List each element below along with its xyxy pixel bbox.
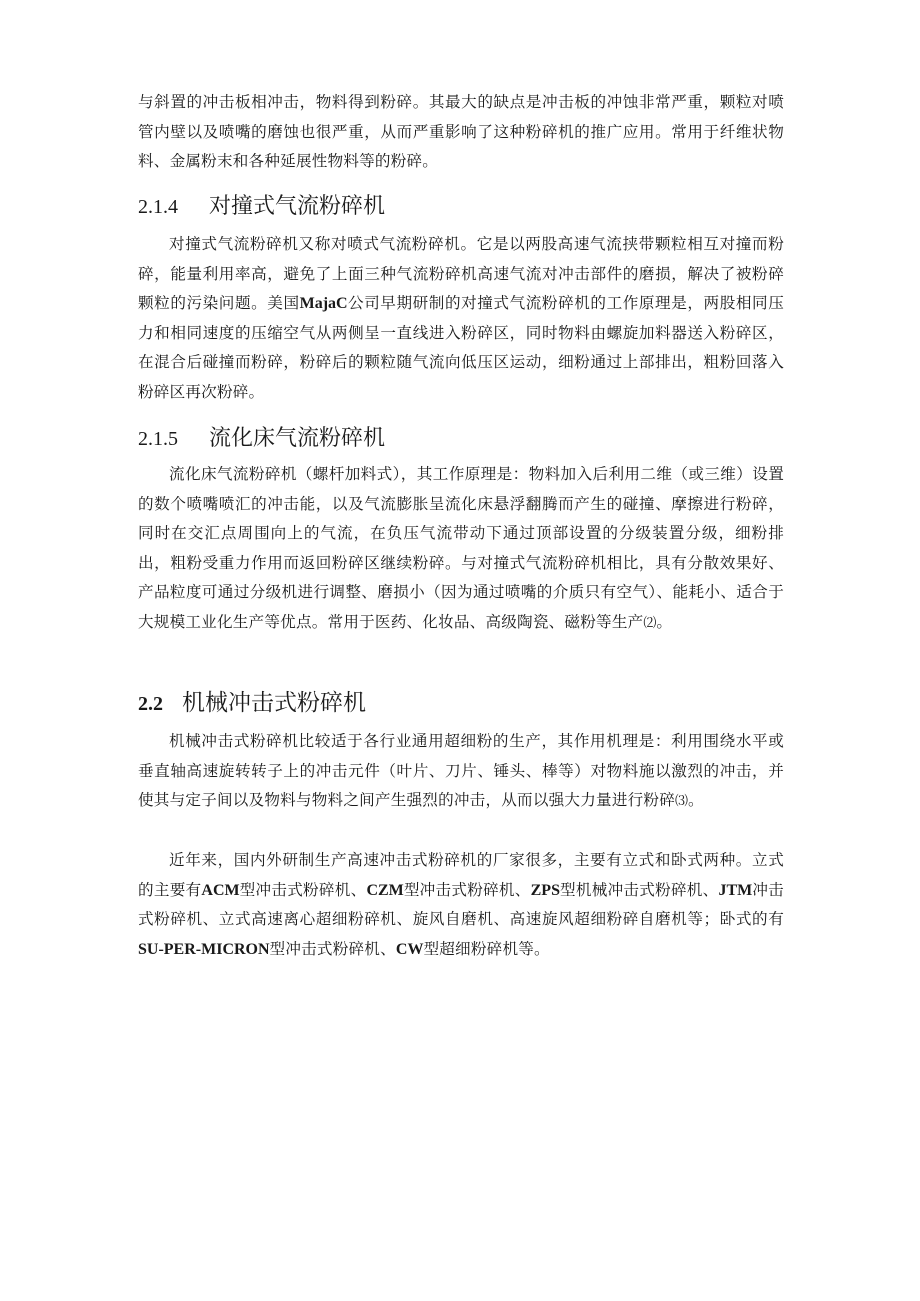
model-name: JTM xyxy=(718,881,753,899)
paragraph-end: 。 xyxy=(688,791,704,809)
model-name: ACM xyxy=(201,881,240,899)
citation-ref: ⑵ xyxy=(643,614,657,630)
paragraph-text: 型冲击式粉碎机、 xyxy=(239,880,367,899)
section-title: 对撞式气流粉碎机 xyxy=(209,194,386,219)
section-heading-2-1-4 xyxy=(138,192,385,222)
citation-ref: ⑶ xyxy=(675,793,689,808)
paragraph-text: 对撞式气流粉碎机又称对喷式气流粉碎机。它是以两股高速气流挟带颗粒相互对撞而粉碎，能量利用率高，避免了上面三种气流粉碎机高速气流对冲击部件的磨损，解决了被粉碎颗粒的污染问题。美国 xyxy=(138,235,784,312)
paragraph-text: 型机械冲击式粉碎机、 xyxy=(559,880,719,899)
intro-paragraph: 与斜置的冲击板相冲击，物料得到粉碎。其最大的缺点是冲击板的冲蚀非常严重，颗粒对喷管内壁以及喷嘴的磨蚀也很严重，从而严重影响了这种粉碎机的推广应用。常用于纤维状物料、金属粉末和各种延展性物料等的粉碎。 xyxy=(138,93,784,170)
paragraph-text: 冲击式粉碎机、立式高速离心超细粉碎机、旋风自磨机、高速旋风超细粉碎自磨机等；卧式的有 xyxy=(138,880,784,928)
paragraph-text: 流化床气流粉碎机（螺杆加料式），其工作原理是：物料加入后利用二维（或三维）设置的数个喷嘴喷汇的冲击能，以及气流膨胀呈流化床悬浮翻腾而产生的碰撞、摩擦进行粉碎，同时在交汇点周围向上的气流，在负压气流带动下通过顶部设置的分级装置分级，细粉排出，粗粉受重力作用而返回粉碎区继续粉碎。与对撞式气流粉碎机相比，具有分散效果好、产品粒度可通过分级机进行调整、磨损小（因为通过喷嘴的介质只有空气）、能耗小、适合于大规模工业化生产等优点。常用于医药、化妆品、高级陶瓷、磁粉等生产 xyxy=(138,465,784,631)
section-number: 2.1.5 xyxy=(138,428,178,450)
model-name: CZM xyxy=(366,881,404,899)
section-2-2-paragraph-2 xyxy=(138,846,784,964)
paragraph-text: 公司早期研制的对撞式气流粉碎机的工作原理是，两股相同压力和相同速度的压缩空气从两侧呈一直线进入粉碎区，同时物料由螺旋加料器送入粉碎区，在混合后碰撞而粉碎，粉碎后的颗粒随气流向低压区运动，细粉通过上部排出，粗粉回落入粉碎区再次粉碎。 xyxy=(138,294,784,401)
section-number: 2.2 xyxy=(138,693,163,715)
paragraph-end: 。 xyxy=(656,612,673,631)
model-name: SU-PER-MICRON xyxy=(138,940,270,958)
model-name: ZPS xyxy=(530,881,560,899)
paragraph-text: 机械冲击式粉碎机比较适于各行业通用超细粉的生产，其作用机理是：利用围绕水平或垂直轴高速旋转转子上的冲击元件（叶片、刀片、锤头、棒等）对物料施以激烈的冲击，并使其与定子间以及物料与物料之间产生强烈的冲击，从而以强大力量进行粉碎 xyxy=(138,732,784,809)
model-name: CW xyxy=(395,940,424,958)
section-heading-2-1-5 xyxy=(138,424,385,454)
section-title: 机械冲击式粉碎机 xyxy=(182,690,366,716)
section-title: 流化床气流粉碎机 xyxy=(209,426,386,451)
section-number: 2.1.4 xyxy=(138,196,178,218)
paragraph-text: 近年来，国内外研制生产高速冲击式粉碎机的厂家很多，主要有立式和卧式两种。立式的主要有 xyxy=(138,851,784,899)
section-heading-2-2 xyxy=(138,688,366,719)
brand-name: MajaC xyxy=(299,295,348,312)
section-2-1-5-paragraph xyxy=(138,460,784,637)
paragraph-text: 型超细粉碎机等。 xyxy=(423,939,550,958)
section-2-1-4-paragraph xyxy=(138,230,784,407)
section-2-2-paragraph-1 xyxy=(138,727,784,816)
paragraph-text: 型冲击式粉碎机、 xyxy=(403,880,531,899)
paragraph-text: 型冲击式粉碎机、 xyxy=(269,939,396,958)
